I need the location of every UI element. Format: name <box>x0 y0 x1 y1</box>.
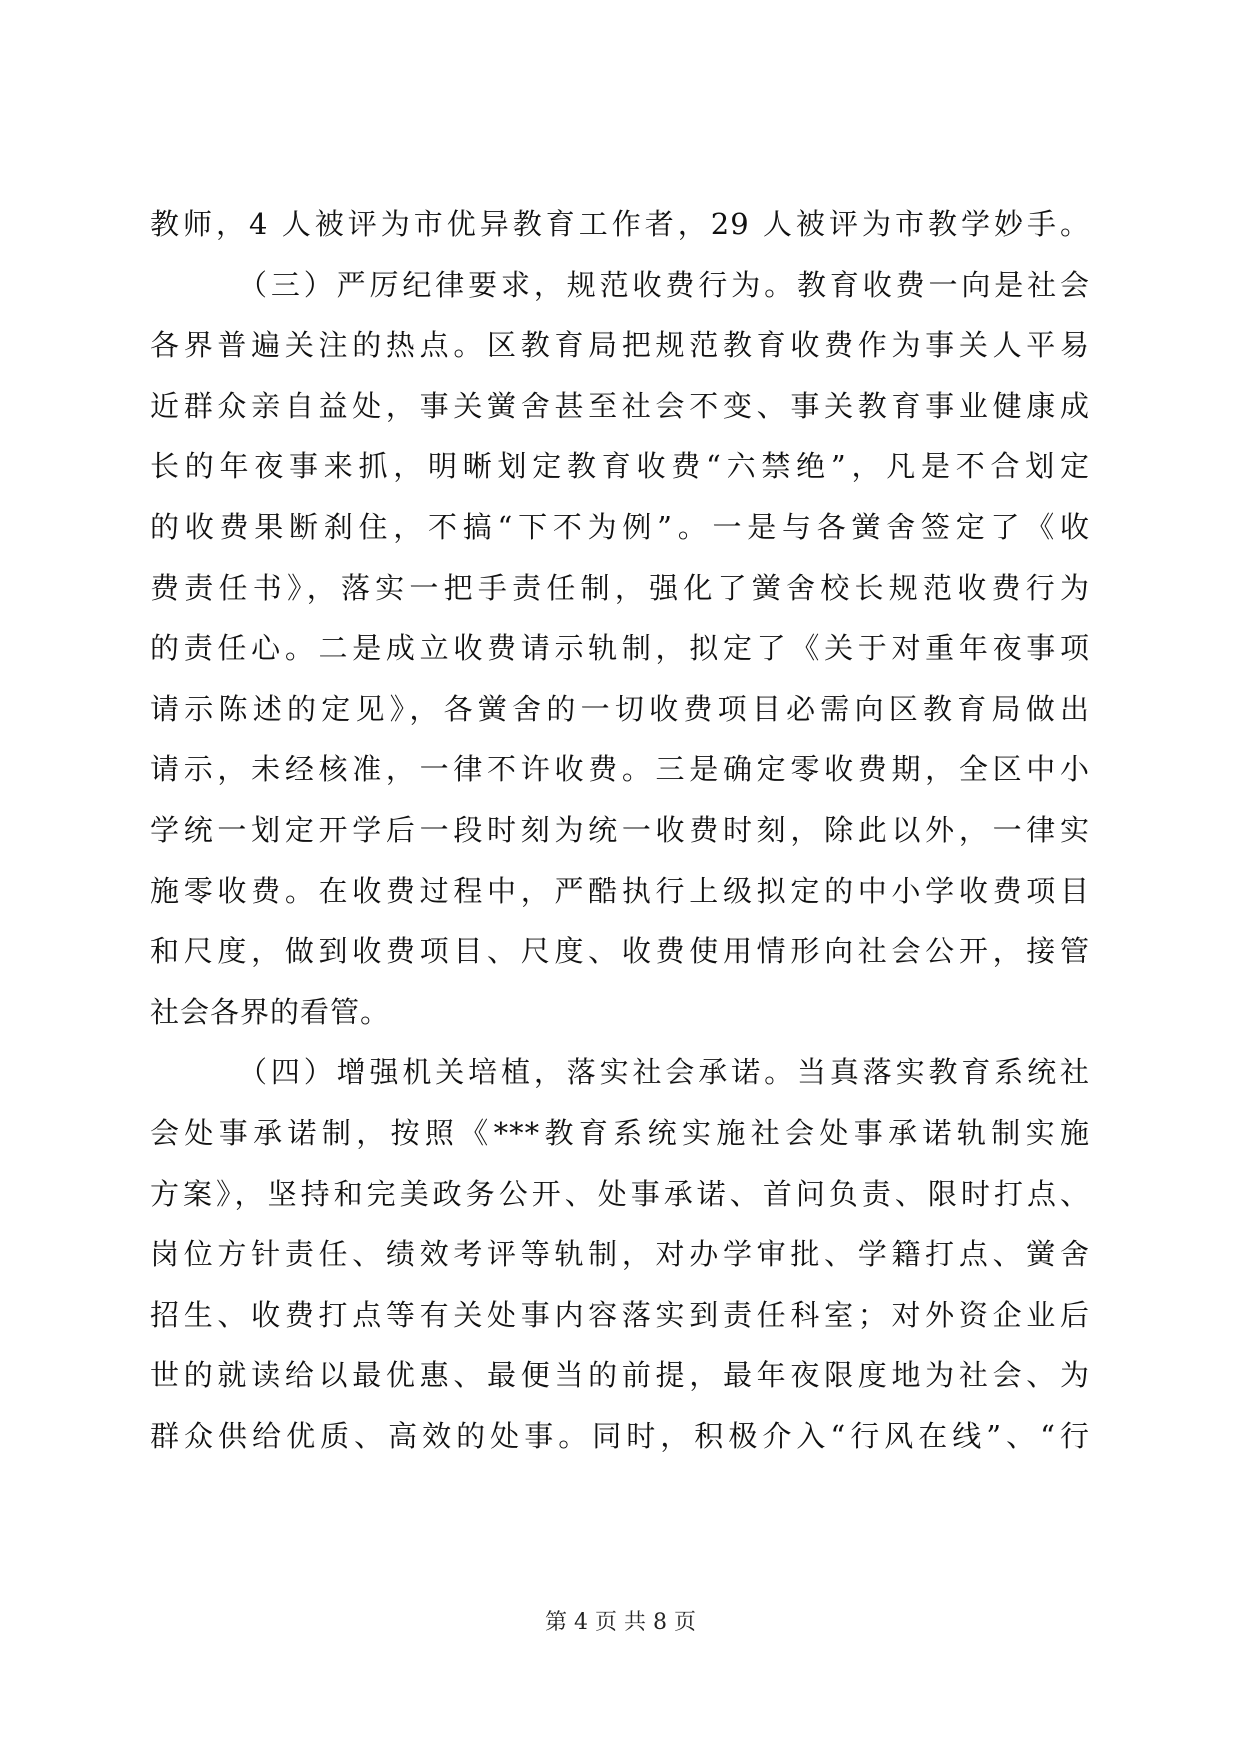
text-line: 招生、收费打点等有关处事内容落实到责任科室；对外资企业后 <box>150 1297 1090 1332</box>
text-line: 长的年夜事来抓，明晰划定教育收费“六禁绝”，凡是不合划定 <box>150 449 1090 484</box>
text-line: 社会各界的看管。 <box>150 994 391 1029</box>
text-line: 施零收费。在收费过程中，严酷执行上级拟定的中小学收费项目 <box>150 873 1090 908</box>
text-line: 请示，未经核准，一律不许收费。三是确定零收费期，全区中小 <box>150 752 1090 787</box>
text-line: 的收费果断刹住，不搞“下不为例”。一是与各黉舍签定了《收 <box>150 509 1090 544</box>
body-text <box>150 194 1090 1466</box>
text-line: （三）严厉纪律要求，规范收费行为。教育收费一向是社会 <box>238 267 1090 302</box>
text-line: 费责任书》，落实一把手责任制，强化了黉舍校长规范收费行为 <box>150 570 1090 605</box>
text-line: 近群众亲自益处，事关黉舍甚至社会不变、事关教育事业健康成 <box>150 388 1090 423</box>
text-line: 教师，4 人被评为市优异教育工作者，29 人被评为市教学妙手。 <box>150 207 1090 241</box>
text-line: 请示陈述的定见》，各黉舍的一切收费项目必需向区教育局做出 <box>150 691 1090 726</box>
text-line: 世的就读给以最优惠、最便当的前提，最年夜限度地为社会、为 <box>150 1358 1090 1393</box>
text-line: 群众供给优质、高效的处事。同时，积极介入“行风在线”、“行 <box>150 1418 1090 1453</box>
page-number-footer: 第 4 页 共 8 页 <box>545 1610 696 1635</box>
text-line: （四）增强机关培植，落实社会承诺。当真落实教育系统社 <box>238 1055 1090 1090</box>
text-line: 学统一划定开学后一段时刻为统一收费时刻，除此以外，一律实 <box>150 812 1090 847</box>
text-line: 各界普遍关注的热点。区教育局把规范教育收费作为事关人平易 <box>150 328 1090 363</box>
text-line: 和尺度，做到收费项目、尺度、收费使用情形向社会公开，接管 <box>150 934 1090 969</box>
text-line: 的责任心。二是成立收费请示轨制，拟定了《关于对重年夜事项 <box>150 631 1090 666</box>
text-line: 方案》，坚持和完美政务公开、处事承诺、首问负责、限时打点、 <box>150 1176 1090 1211</box>
text-line: 会处事承诺制，按照《***教育系统实施社会处事承诺轨制实施 <box>150 1115 1090 1150</box>
text-line: 岗位方针责任、绩效考评等轨制，对办学审批、学籍打点、黉舍 <box>150 1237 1090 1272</box>
